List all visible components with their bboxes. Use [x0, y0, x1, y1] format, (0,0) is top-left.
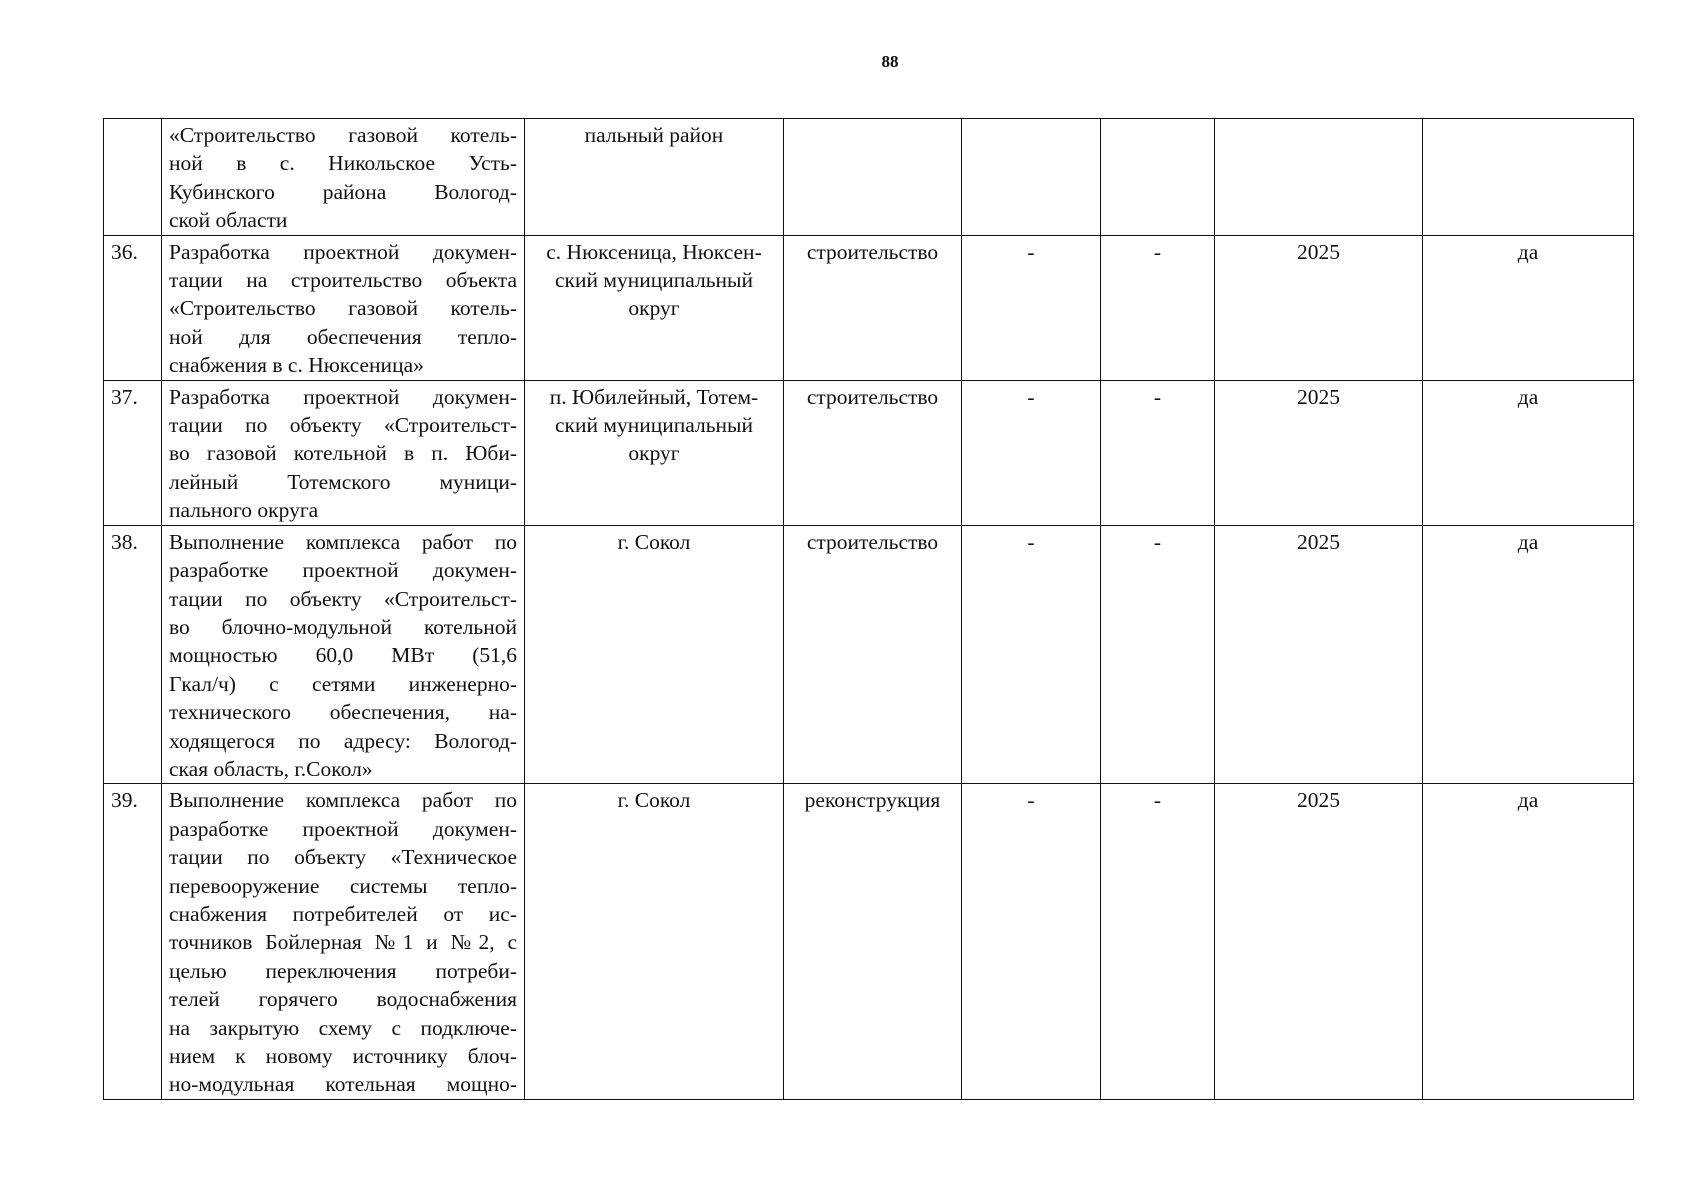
- table-body: [104, 119, 1634, 1100]
- location-line: г. Сокол: [617, 788, 691, 813]
- location-cell: [525, 119, 784, 236]
- object-name-line: тации на строительство объекта: [169, 268, 517, 293]
- row-number-cell: 36.: [104, 235, 162, 380]
- table-row: [104, 235, 1634, 380]
- object-name-line: мощностью 60,0 МВт (51,6: [169, 643, 517, 668]
- object-name-line: перевооружение системы тепло-: [169, 873, 517, 898]
- location-cell: [525, 380, 784, 525]
- location-line: с. Нюксеница, Нюксен-: [546, 239, 762, 264]
- flag-cell: да: [1423, 235, 1634, 380]
- object-name-line: но-модульная котельная мощно-: [169, 1072, 517, 1097]
- location-line: г. Сокол: [617, 529, 691, 554]
- projects-table: [103, 118, 1634, 1100]
- indicator-cell-5: -: [962, 235, 1101, 380]
- row-number-cell: [104, 119, 162, 236]
- object-name-line: снабжения в с. Нюксеница»: [169, 353, 424, 378]
- indicator-cell-6: -: [1101, 525, 1215, 784]
- indicator-cell-5: [962, 119, 1101, 236]
- work-type-cell: [784, 119, 962, 236]
- object-name-line: во блочно-модульной котельной: [169, 614, 517, 639]
- year-cell: 2025: [1215, 380, 1423, 525]
- indicator-cell-6: -: [1101, 380, 1215, 525]
- location-cell: [525, 525, 784, 784]
- object-name-line: во газовой котельной в п. Юби-: [169, 441, 517, 466]
- object-name-line: телей горячего водоснабжения: [169, 987, 517, 1012]
- row-number-cell: 37.: [104, 380, 162, 525]
- object-name-line: «Строительство газовой котель-: [169, 296, 517, 321]
- object-name-line: Выполнение комплекса работ по: [169, 529, 517, 554]
- object-name-cell: [162, 380, 525, 525]
- work-type-cell: реконструкция: [784, 784, 962, 1099]
- year-cell: 2025: [1215, 525, 1423, 784]
- year-cell: [1215, 119, 1423, 236]
- flag-cell: да: [1423, 784, 1634, 1099]
- year-cell: 2025: [1215, 784, 1423, 1099]
- object-name-line: лейный Тотемского муници-: [169, 469, 517, 494]
- object-name-line: ной для обеспечения тепло-: [169, 324, 517, 349]
- object-name-line: Гкал/ч) с сетями инженерно-: [169, 671, 517, 696]
- object-name-line: на закрытую схему с подключе-: [169, 1015, 517, 1040]
- object-name-line: Выполнение комплекса работ по: [169, 788, 517, 813]
- flag-cell: да: [1423, 525, 1634, 784]
- object-name-line: ной в с. Никольское Усть-: [169, 151, 517, 176]
- year-cell: 2025: [1215, 235, 1423, 380]
- row-number-cell: 39.: [104, 784, 162, 1099]
- page-number: 88: [881, 52, 899, 71]
- location-line: округ: [628, 296, 680, 321]
- object-name-line: тации по объекту «Техническое: [169, 845, 517, 870]
- indicator-cell-5: -: [962, 525, 1101, 784]
- table-row: [104, 784, 1634, 1099]
- object-name-cell: [162, 119, 525, 236]
- location-line: пальный район: [584, 123, 724, 147]
- object-name-line: тации по объекту «Строительст-: [169, 413, 517, 438]
- flag-cell: [1423, 119, 1634, 236]
- object-name-line: Разработка проектной докумен-: [169, 239, 517, 264]
- table-row: [104, 380, 1634, 525]
- indicator-cell-6: [1101, 119, 1215, 236]
- object-name-line: разработке проектной докумен-: [169, 816, 517, 841]
- object-name-line: тации по объекту «Строительст-: [169, 586, 517, 611]
- object-name-line: Кубинского района Вологод-: [169, 179, 517, 204]
- indicator-cell-6: -: [1101, 235, 1215, 380]
- location-cell: [525, 235, 784, 380]
- table-row: [104, 119, 1634, 236]
- work-type-cell: строительство: [784, 235, 962, 380]
- indicator-cell-6: -: [1101, 784, 1215, 1099]
- location-line: округ: [628, 441, 680, 466]
- object-name-cell: [162, 784, 525, 1099]
- row-number-cell: 38.: [104, 525, 162, 784]
- indicator-cell-5: -: [962, 380, 1101, 525]
- work-type-cell: строительство: [784, 525, 962, 784]
- flag-cell: да: [1423, 380, 1634, 525]
- location-line: ский муниципальный: [555, 413, 753, 438]
- location-line: ский муниципальный: [555, 268, 753, 293]
- object-name-line: ская область, г.Сокол»: [169, 756, 373, 781]
- object-name-line: ской области: [169, 208, 288, 233]
- object-name-line: «Строительство газовой котель-: [169, 123, 517, 147]
- object-name-line: ходящегося по адресу: Вологод-: [169, 728, 517, 753]
- object-name-line: пального округа: [169, 498, 319, 523]
- object-name-line: снабжения потребителей от ис-: [169, 901, 517, 926]
- location-cell: [525, 784, 784, 1099]
- work-type-cell: строительство: [784, 380, 962, 525]
- object-name-cell: [162, 525, 525, 784]
- indicator-cell-5: -: [962, 784, 1101, 1099]
- object-name-cell: [162, 235, 525, 380]
- object-name-line: целью переключения потреби-: [169, 958, 517, 983]
- table-row: [104, 525, 1634, 784]
- location-line: п. Юбилейный, Тотем-: [549, 384, 759, 409]
- object-name-line: точников Бойлерная №1 и №2, с: [169, 930, 517, 955]
- object-name-line: разработке проектной докумен-: [169, 558, 517, 583]
- object-name-line: Разработка проектной докумен-: [169, 384, 517, 409]
- object-name-line: нием к новому источнику блоч-: [169, 1044, 517, 1068]
- object-name-line: технического обеспечения, на-: [169, 700, 517, 725]
